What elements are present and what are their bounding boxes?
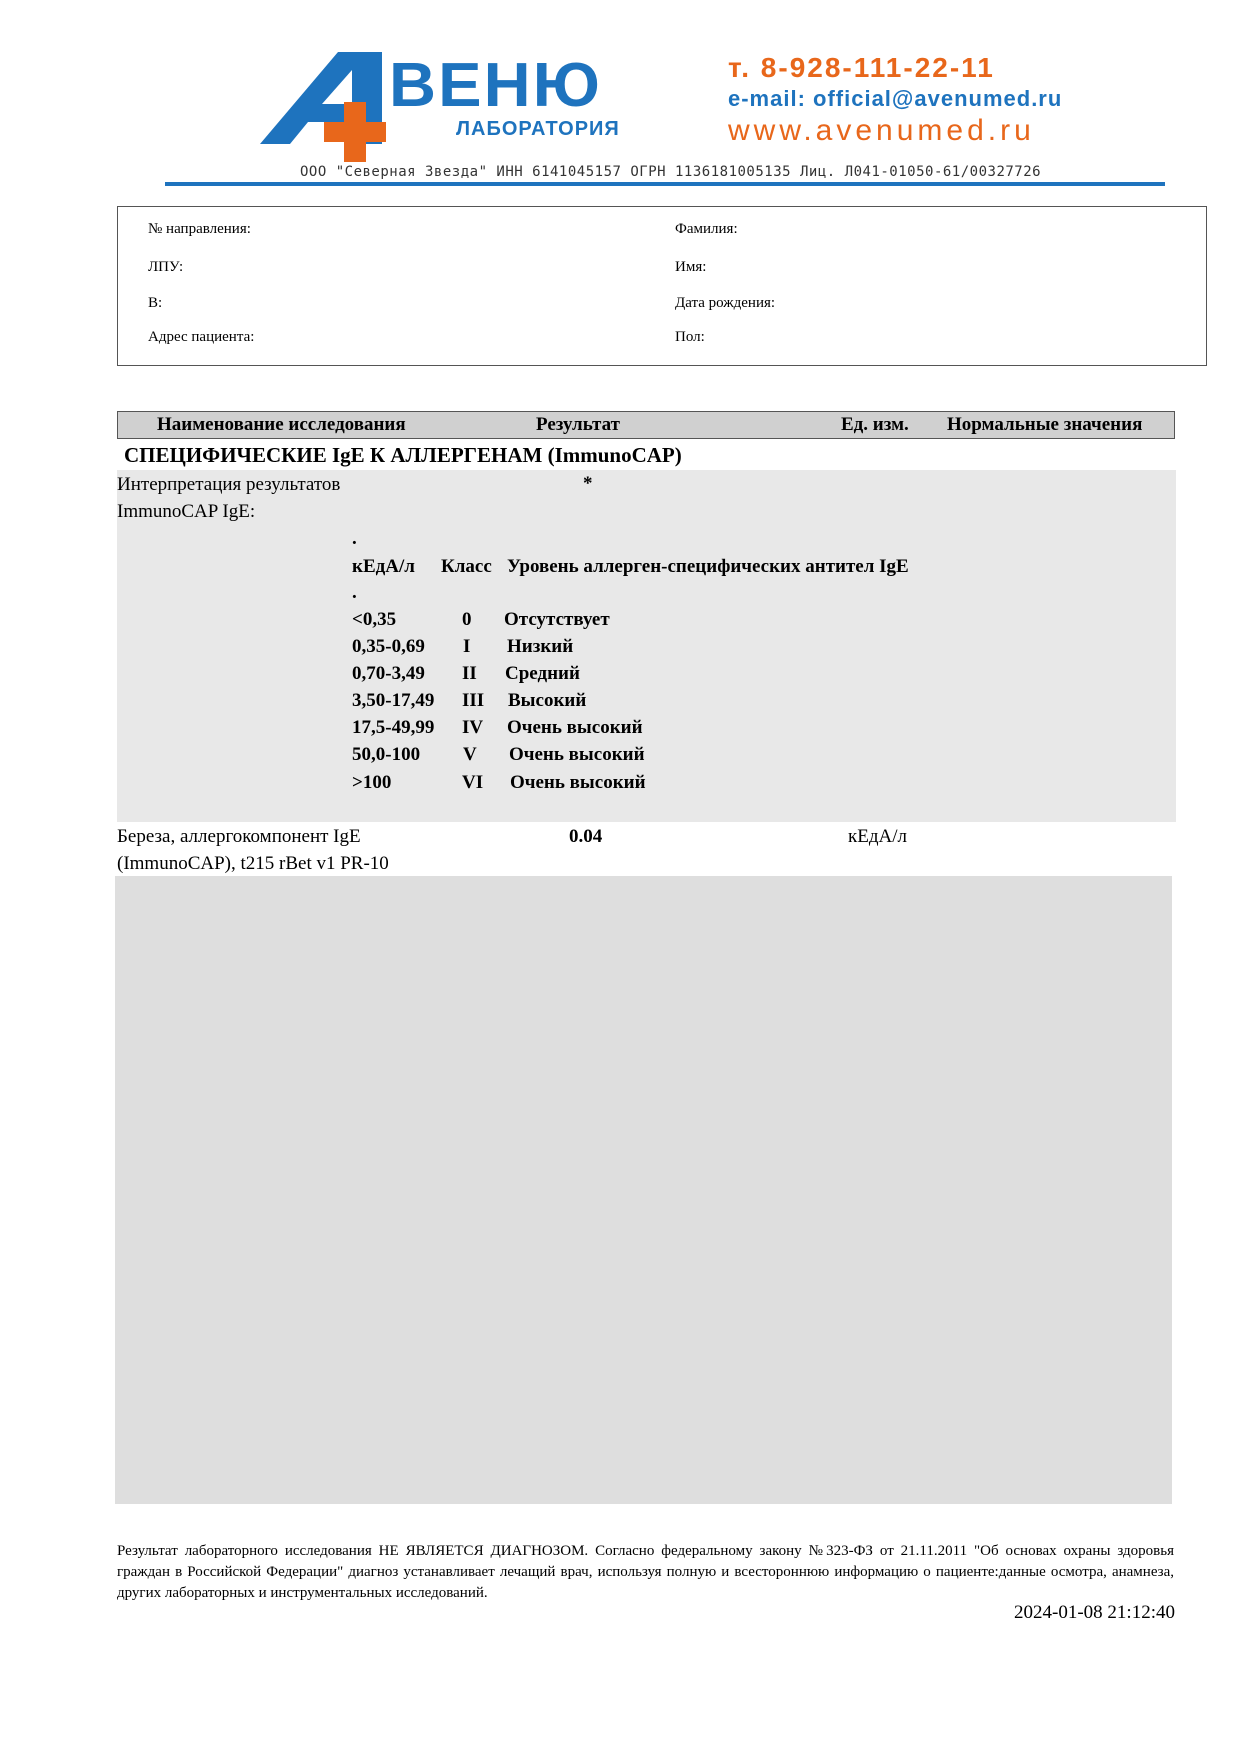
scale-class: 0 <box>462 609 472 630</box>
section-title: СПЕЦИФИЧЕСКИЕ IgE К АЛЛЕРГЕНАМ (ImmunoCAP) <box>124 443 682 467</box>
referral-label: № направления: <box>148 221 251 237</box>
lpu-label: ЛПУ: <box>148 259 184 275</box>
results-table-header <box>117 411 1175 439</box>
interpretation-label: Интерпретация результатов <box>117 474 341 495</box>
birthdate-label: Дата рождения: <box>675 295 776 311</box>
test-result-value: 0.04 <box>569 826 603 847</box>
scale-level: Очень высокий <box>509 744 645 765</box>
scale-class: IV <box>462 717 484 738</box>
scale-range: 17,5-49,99 <box>352 717 435 738</box>
scale-head-unit: кЕдА/л <box>352 556 415 577</box>
surname-label: Фамилия: <box>675 221 738 237</box>
report-timestamp: 2024-01-08 21:12:40 <box>1014 1602 1175 1623</box>
test-name: Береза, аллергокомпонент IgE <box>117 826 361 847</box>
separator-dot: . <box>352 528 357 549</box>
scale-range: 50,0-100 <box>352 744 421 765</box>
scale-head-level: Уровень аллерген-специфических антител IgE <box>507 556 909 577</box>
scale-class: I <box>463 636 471 657</box>
logo-text: ВЕНЮ <box>389 51 602 120</box>
scale-class: III <box>462 690 485 711</box>
legal-details: ООО "Северная Звезда" ИНН 6141045157 ОГРН 1136181005135 Лиц. Л041-01050-61/00327726 <box>300 164 1042 180</box>
scale-head-class: Класс <box>441 556 492 577</box>
scale-class: II <box>462 663 477 684</box>
lab-email: e-mail: official@avenumed.ru <box>728 86 1063 111</box>
test-name-2: (ImmunoCAP), t215 rBet v1 PR-10 <box>117 853 389 874</box>
interpretation-label-2: ImmunoCAP IgE: <box>117 501 256 522</box>
scale-range: 0,70-3,49 <box>352 663 425 684</box>
logo-subtitle: ЛАБОРАТОРИЯ <box>456 118 620 140</box>
patient-info-box <box>117 206 1207 366</box>
scale-level: Отсутствует <box>504 609 610 630</box>
sex-label: Пол: <box>675 329 705 345</box>
scale-level: Высокий <box>508 690 587 711</box>
col-header-result: Результат <box>536 414 620 435</box>
lab-website: www.avenumed.ru <box>728 114 1035 147</box>
redacted-area <box>115 876 1172 1504</box>
col-header-unit: Ед. изм. <box>841 414 909 435</box>
interpretation-block <box>117 470 1176 822</box>
scale-range: <0,35 <box>352 609 397 630</box>
col-header-normal: Нормальные значения <box>947 414 1143 435</box>
logo-mark-icon <box>260 52 395 162</box>
interpretation-result: * <box>583 473 593 494</box>
address-label: Адрес пациента: <box>148 329 255 345</box>
test-unit: кЕдА/л <box>848 826 907 847</box>
v-label: В: <box>148 295 163 311</box>
disclaimer-text: Результат лабораторного исследования НЕ ЯВЛЯЕТСЯ ДИАГНОЗОМ. Согласно федеральному закону №323-ФЗ от 21.11.2011 "Об основах охраны здоровья граждан в Российской Федерации" диагноз устанавливает лечащий врач, используя полную и всестороннюю информацию о пациенте:данные осмотра, анамнеза, других лабораторных и инструментальных исследований. <box>117 1543 1174 1601</box>
scale-range: 0,35-0,69 <box>352 636 425 657</box>
scale-range: 3,50-17,49 <box>352 690 435 711</box>
scale-level: Очень высокий <box>507 717 643 738</box>
separator-dot: . <box>352 582 357 603</box>
scale-class: VI <box>462 772 484 793</box>
scale-level: Очень высокий <box>510 772 646 793</box>
col-header-name: Наименование исследования <box>157 414 406 435</box>
scale-level: Низкий <box>507 636 574 657</box>
lab-phone: т. 8-928-111-22-11 <box>728 52 995 83</box>
scale-range: >100 <box>352 772 392 793</box>
lab-header <box>165 42 1165 192</box>
header-divider <box>165 182 1165 186</box>
lab-contacts <box>728 52 1062 148</box>
scale-level: Средний <box>505 663 580 684</box>
lab-logo <box>165 42 685 162</box>
name-label: Имя: <box>675 259 707 275</box>
scale-class: V <box>463 744 477 765</box>
